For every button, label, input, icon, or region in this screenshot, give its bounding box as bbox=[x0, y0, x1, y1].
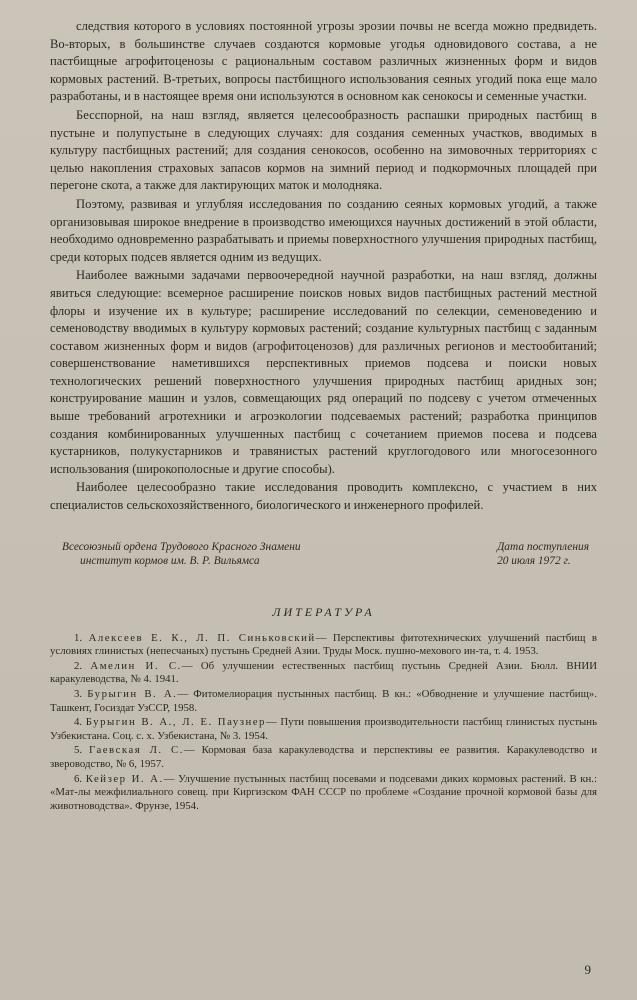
reference-number: 2. bbox=[74, 659, 83, 672]
reference-item bbox=[50, 632, 597, 659]
reference-authors: Бурыгин В. А., Л. Е. Паузнер bbox=[85, 716, 266, 729]
reference-text: — Кормовая база каракулеводства и перспективы ее развития. Каракулеводство и звероводство, № 6, 1957. bbox=[50, 744, 598, 770]
reference-authors: Амелин И. С. bbox=[90, 659, 182, 672]
reference-item bbox=[50, 660, 597, 687]
article-body bbox=[50, 18, 597, 515]
institution-line-2: институт кормов им. В. Р. Вильямса bbox=[80, 555, 260, 568]
reference-text: — Пути повышения производительности пастбищ глинистых пустынь Узбекистана. Соц. с. х. Узбекистана, № 3. 1954. bbox=[50, 716, 597, 742]
body-paragraph-3: Поэтому, развивая и углубляя исследования по созданию сеяных кормовых угодий, а также организовывая широкое внедрение в производство имеющихся научных достижений в этой области, необходимо одновременно разрабатывать и приемы поверхностного улучшения природных пастбищ, среди которых подсев является одним из ведущих. bbox=[50, 196, 597, 264]
reference-number: 4. bbox=[74, 716, 83, 729]
received-date bbox=[497, 540, 597, 569]
body-paragraph-5: Наиболее целесообразно такие исследования проводить комплексно, с участием в них специалистов сельскохозяйственного, биологического и инженерного профилей. bbox=[50, 480, 597, 513]
reference-authors: Гаевская Л. С. bbox=[89, 744, 184, 757]
institution-line-1: Всесоюзный ордена Трудового Красного Знамени bbox=[62, 540, 301, 553]
reference-number: 6. bbox=[74, 772, 83, 785]
reference-list bbox=[50, 632, 597, 814]
reference-item bbox=[50, 744, 597, 771]
body-paragraph-4: Наиболее важными задачами первоочередной научной разработки, на наш взгляд, должны явиться следующие: всемерное расширение поисков новых видов пастбищных растений местной флоры и изучение их в культуре; расширение исследований по селекции, семеноведению и семеноводству вводимых в культуру кормовых растений; создание культурных пастбищ с заданным составом жизненных форм и видов (агрофитоценозов) для различных регионов и местообитаний; совершенствование наметившихся перспективных приемов подсева и поиски новых технологических решений поверхностного улучшения природных пастбищ аридных зон; конструирование машин и узлов, совмещающих ряд операций по подсеву с учетом отмеченных выше требований агротехники и агроэкологии подсеваемых растений; разработка принципов создания комбинированных улучшенных пастбищ с сочетанием приемов посева и подсева кустарников, полукустарников и травянистых растений круглогодового или многосезонного использования (широкополосные и другие способы). bbox=[50, 268, 597, 476]
reference-number: 5. bbox=[74, 744, 83, 757]
reference-item bbox=[50, 688, 597, 715]
reference-text: — Перспективы фитотехнических улучшений пастбищ в условиях глинистых (непесчаных) пустынь Средней Азии. Труды Моск. пушно-мехового ин-та, т. 4. 1953. bbox=[50, 631, 598, 658]
body-paragraph-1: следствия которого в условиях постоянной угрозы эрозии почвы не всегда можно предвидеть. Во-вторых, в большинстве случаев создаются кормовые угодья одновидового состава, а не пастбищные агрофитоценозы с рациональным составом различных жизненных форм и видов кормовых растений. В-третьих, вопросы пастбищного использования сеяных угодий пока еще мало разработаны, и в настоящее время они используются в основном как сенокосы и семенные участки. bbox=[50, 19, 597, 104]
page-number: 9 bbox=[584, 962, 591, 977]
body-paragraph-2: Бесспорной, на наш взгляд, является целесообразность распашки природных пастбищ в пустыне и полупустыне в следующих случаях: для создания семенных участков, вводимых в культуру пастбищных растений; для создания сенокосов, особенно на зимовочных территориях с целью накопления страховых запасов кормов на зимний период и подкормочных площадей при перегоне скота, а также для лактирующих маток и молодняка. bbox=[50, 107, 597, 193]
article-signature bbox=[50, 540, 597, 569]
reference-authors: Бурыгин В. А. bbox=[87, 688, 178, 700]
reference-number: 3. bbox=[74, 688, 83, 700]
received-label: Дата поступления bbox=[497, 540, 589, 553]
reference-item bbox=[50, 773, 597, 814]
reference-text: — Об улучшении естественных пастбищ пустынь Средней Азии. Бюлл. ВНИИ каракулеводства, № 4. 1941. bbox=[50, 659, 597, 686]
reference-authors: Кейзер И. А. bbox=[85, 772, 164, 785]
institution-affiliation bbox=[50, 540, 301, 569]
reference-item bbox=[50, 716, 597, 743]
literature-heading: ЛИТЕРАТУРА bbox=[272, 604, 375, 619]
reference-authors: Алексеев Е. К., Л. П. Синьковский bbox=[88, 631, 316, 644]
reference-number: 1. bbox=[74, 631, 83, 644]
reference-text: — Фитомелиорация пустынных пастбищ. В кн.: «Обводнение и улучшение пастбищ». Ташкент, Госиздат УзССР, 1958. bbox=[50, 688, 597, 714]
reference-text: — Улучшение пустынных пастбищ посевами и подсевами диких кормовых растений. В кн.: «Мат-лы межфилиального совещ. при Киргизском ФАН СССР по проблеме «Создание прочной кормовой базы для животноводства». Фрунзе, 1954. bbox=[50, 772, 597, 812]
received-date-value: 20 июля 1972 г. bbox=[497, 555, 571, 568]
